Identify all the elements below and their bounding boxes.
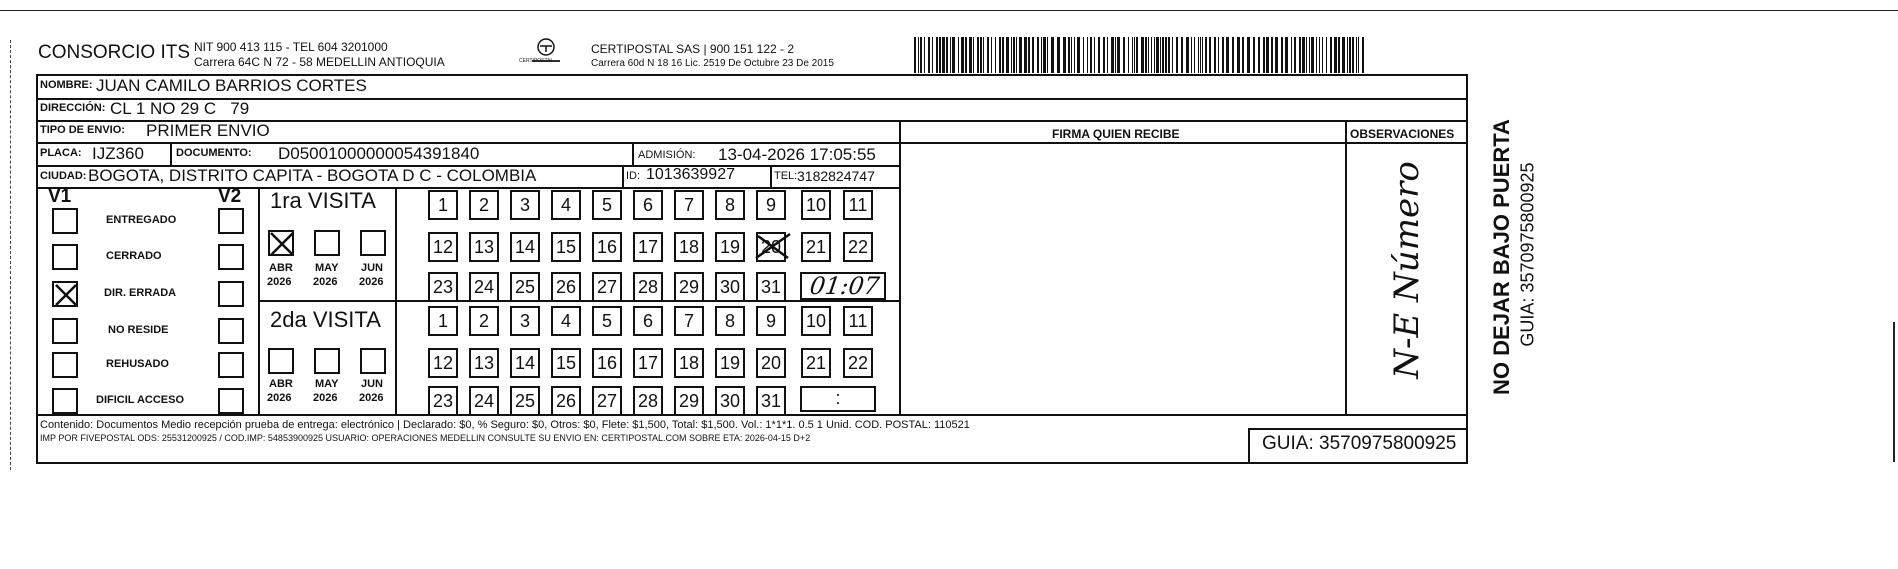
barcode-bar bbox=[1016, 37, 1017, 73]
barcode-bar bbox=[1117, 37, 1120, 73]
documento-label: DOCUMENTO: bbox=[176, 147, 252, 159]
check-x-icon bbox=[54, 283, 78, 307]
visit-day-box[interactable]: 24 bbox=[469, 272, 499, 302]
status-v2-checkbox[interactable] bbox=[218, 208, 244, 234]
visit-day-box[interactable]: 5 bbox=[592, 306, 622, 336]
check-x-icon bbox=[270, 232, 294, 256]
barcode-bar bbox=[1145, 37, 1147, 73]
visit-month-checkbox[interactable] bbox=[360, 230, 386, 256]
barcode-bar bbox=[1123, 37, 1125, 73]
barcode-bar bbox=[1191, 37, 1192, 73]
barcode-bar bbox=[1258, 37, 1260, 73]
visit-day-box[interactable]: 24 bbox=[469, 386, 499, 416]
barcode-bar bbox=[1168, 37, 1170, 73]
footer-line2: IMP POR FIVEPOSTAL ODS: 25531200925 / COD.IMP: 54853900925 USUARIO: OPERACIONES MEDELLIN CONSULTE SU ENVIO EN: CERTIPOSTAL.COM SOBRE ETA: 2026-04-15 D+2 bbox=[40, 433, 811, 443]
visit-day-box[interactable]: 19 bbox=[715, 232, 745, 262]
barcode-bar bbox=[924, 37, 925, 73]
visit-day-box[interactable]: 31 bbox=[756, 272, 786, 302]
barcode-bar bbox=[1316, 37, 1317, 73]
visit-day-box[interactable]: 23 bbox=[428, 386, 458, 416]
visit-day-box[interactable]: 6 bbox=[633, 190, 663, 220]
visit-year-label: 2026 bbox=[359, 392, 384, 404]
barcode-bar bbox=[1024, 37, 1027, 73]
barcode-bar bbox=[1194, 37, 1195, 73]
barcode-bar bbox=[939, 37, 941, 73]
visit-day-box[interactable]: 28 bbox=[633, 386, 663, 416]
visit-day-box[interactable]: 12 bbox=[428, 232, 458, 262]
visit-month-label: JUN bbox=[361, 262, 384, 274]
visit-day-box[interactable]: 26 bbox=[551, 272, 581, 302]
barcode-bar bbox=[1057, 37, 1060, 73]
barcode-bar bbox=[1043, 37, 1046, 73]
barcode-bar bbox=[1334, 37, 1337, 73]
visit-month-checkbox[interactable] bbox=[314, 230, 340, 256]
barcode-bar bbox=[1019, 37, 1022, 73]
status-v2-checkbox[interactable] bbox=[218, 281, 244, 307]
tel-value: 3182824747 bbox=[797, 168, 875, 184]
barcode-bar bbox=[1338, 37, 1340, 73]
barcode bbox=[914, 37, 1366, 73]
barcode-bar bbox=[1136, 37, 1138, 73]
visit-day-box[interactable]: 16 bbox=[592, 232, 622, 262]
status-v1-checkbox[interactable] bbox=[52, 244, 78, 270]
visit1-time-box[interactable] bbox=[800, 272, 886, 300]
barcode-bar bbox=[1041, 37, 1042, 73]
barcode-bar bbox=[1176, 37, 1178, 73]
visit-day-box[interactable]: 3 bbox=[510, 306, 540, 336]
barcode-bar bbox=[1266, 37, 1269, 73]
visit-day-box[interactable]: 26 bbox=[551, 386, 581, 416]
barcode-bar bbox=[1352, 37, 1354, 73]
visit-day-box[interactable]: 19 bbox=[715, 348, 745, 378]
barcode-bar bbox=[1165, 37, 1167, 73]
company-line1: NIT 900 413 115 - TEL 604 3201000 bbox=[194, 40, 388, 54]
visit-day-box[interactable]: 1 bbox=[428, 306, 458, 336]
barcode-bar bbox=[1242, 37, 1244, 73]
barcode-bar bbox=[1148, 37, 1149, 73]
scan-left-edge bbox=[10, 40, 13, 470]
visit-day-box[interactable]: 9 bbox=[756, 306, 786, 336]
visit1-time-handwritten: 01:07 bbox=[808, 272, 882, 300]
placa-value: IJZ360 bbox=[92, 144, 144, 163]
barcode-bar bbox=[920, 37, 922, 73]
status-v2-checkbox[interactable] bbox=[218, 388, 244, 414]
visit-day-box[interactable]: 8 bbox=[715, 306, 745, 336]
barcode-bar bbox=[918, 37, 919, 73]
barcode-bar bbox=[1115, 37, 1116, 73]
status-label: DIR. ERRADA bbox=[104, 287, 177, 299]
visit-day-box[interactable]: 14 bbox=[510, 232, 540, 262]
barcode-bar bbox=[1090, 37, 1092, 73]
barcode-bar bbox=[1094, 37, 1095, 73]
id-label: ID: bbox=[626, 170, 641, 182]
tipo-label: TIPO DE ENVIO: bbox=[40, 124, 125, 136]
barcode-bar bbox=[1156, 37, 1159, 73]
barcode-bar bbox=[1302, 37, 1305, 73]
barcode-bar bbox=[1285, 37, 1288, 73]
observacion-handwritten: N-E Número bbox=[1386, 161, 1427, 379]
tel-label: TEL: bbox=[774, 170, 798, 182]
barcode-bar bbox=[1028, 37, 1030, 73]
barcode-bar bbox=[1299, 37, 1301, 73]
company-name: CONSORCIO ITS bbox=[38, 42, 191, 63]
visit-month-label: ABR bbox=[269, 262, 293, 274]
barcode-bar bbox=[987, 37, 989, 73]
barcode-bar bbox=[1107, 37, 1108, 73]
side-guia: GUIA: 3570975800925 bbox=[1517, 162, 1538, 347]
visit-day-box[interactable]: 27 bbox=[592, 386, 622, 416]
barcode-bar bbox=[980, 37, 982, 73]
scan-top-rule bbox=[0, 10, 1898, 11]
visit-day-box[interactable]: 29 bbox=[674, 386, 704, 416]
barcode-bar bbox=[1209, 37, 1211, 73]
observaciones-header: OBSERVACIONES bbox=[1350, 127, 1455, 141]
visit-day-box[interactable]: 15 bbox=[551, 232, 581, 262]
barcode-bar bbox=[936, 37, 938, 73]
status-label: CERRADO bbox=[106, 250, 162, 262]
check-x-icon bbox=[754, 232, 794, 262]
barcode-bar bbox=[1232, 37, 1234, 73]
barcode-bar bbox=[1263, 37, 1265, 73]
visit-day-box[interactable]: 15 bbox=[551, 348, 581, 378]
barcode-bar bbox=[1356, 37, 1357, 73]
admision-value: 13-04-2026 17:05:55 bbox=[718, 145, 876, 164]
barcode-bar bbox=[1083, 37, 1084, 73]
status-v2-checkbox[interactable] bbox=[218, 318, 244, 344]
barcode-bar bbox=[1154, 37, 1155, 73]
visit-day-box[interactable]: 2 bbox=[469, 190, 499, 220]
status-label: ENTREGADO bbox=[106, 214, 177, 226]
barcode-bar bbox=[961, 37, 964, 73]
barcode-bar bbox=[1186, 37, 1189, 73]
visit-day-box[interactable]: 3 bbox=[510, 190, 540, 220]
visit-month-checkbox[interactable] bbox=[268, 348, 294, 374]
nombre-value: JUAN CAMILO BARRIOS CORTES bbox=[96, 76, 367, 95]
visit-day-box[interactable]: 2 bbox=[469, 306, 499, 336]
barcode-bar bbox=[942, 37, 945, 73]
barcode-bar bbox=[1362, 37, 1364, 73]
barcode-bar bbox=[1013, 37, 1015, 73]
visit-day-box[interactable]: 10 bbox=[801, 306, 831, 336]
barcode-bar bbox=[1358, 37, 1359, 73]
tipo-value: PRIMER ENVIO bbox=[146, 121, 270, 140]
visit-day-box[interactable]: 20 bbox=[756, 348, 786, 378]
barcode-bar bbox=[932, 37, 933, 73]
visit-day-box[interactable]: 21 bbox=[801, 348, 831, 378]
barcode-bar bbox=[969, 37, 972, 73]
visit-day-box[interactable]: 25 bbox=[510, 272, 540, 302]
visit-day-box[interactable]: 1 bbox=[428, 190, 458, 220]
visit-month-checkbox[interactable] bbox=[268, 230, 294, 256]
visit-year-label: 2026 bbox=[359, 276, 384, 288]
barcode-bar bbox=[1111, 37, 1114, 73]
visit-day-box[interactable]: 22 bbox=[843, 348, 873, 378]
barcode-bar bbox=[1134, 37, 1135, 73]
barcode-bar bbox=[1103, 37, 1105, 73]
visit-day-box[interactable]: 6 bbox=[633, 306, 663, 336]
visit-day-box[interactable]: 18 bbox=[674, 232, 704, 262]
barcode-bar bbox=[1011, 37, 1012, 73]
visit-day-box[interactable]: 23 bbox=[428, 272, 458, 302]
visit-day-box[interactable]: 13 bbox=[469, 348, 499, 378]
visit-day-box[interactable]: 29 bbox=[674, 272, 704, 302]
barcode-bar bbox=[1294, 37, 1296, 73]
barcode-bar bbox=[1141, 37, 1144, 73]
barcode-bar bbox=[1247, 37, 1250, 73]
barcode-bar bbox=[1330, 37, 1332, 73]
visit-day-box[interactable]: 16 bbox=[592, 348, 622, 378]
certi-line1: CERTIPOSTAL SAS | 900 151 122 - 2 bbox=[591, 42, 794, 56]
visit-day-box[interactable]: 30 bbox=[715, 272, 745, 302]
barcode-bar bbox=[1006, 37, 1009, 73]
firma-header: FIRMA QUIEN RECIBE bbox=[1052, 127, 1180, 141]
visit-day-box[interactable]: 7 bbox=[674, 306, 704, 336]
visit-day-box[interactable]: 7 bbox=[674, 190, 704, 220]
barcode-bar bbox=[1151, 37, 1152, 73]
barcode-bar bbox=[1032, 37, 1034, 73]
id-value: 1013639927 bbox=[646, 166, 735, 183]
visit-day-box[interactable]: 21 bbox=[801, 232, 831, 262]
barcode-bar bbox=[1226, 37, 1229, 73]
visit-day-box[interactable]: 11 bbox=[843, 190, 873, 220]
barcode-bar bbox=[1291, 37, 1292, 73]
barcode-bar bbox=[1347, 37, 1348, 73]
status-v1-checkbox[interactable] bbox=[52, 388, 78, 414]
visit-month-checkbox[interactable] bbox=[360, 348, 386, 374]
visit-month-checkbox[interactable] bbox=[314, 348, 340, 374]
visit-day-box[interactable]: 31 bbox=[756, 386, 786, 416]
barcode-bar bbox=[1309, 37, 1310, 73]
barcode-bar bbox=[1349, 37, 1351, 73]
barcode-bar bbox=[1160, 37, 1161, 73]
barcode-bar bbox=[1002, 37, 1004, 73]
visit-month-label: ABR bbox=[269, 378, 293, 390]
visit-day-box[interactable]: 20 bbox=[756, 232, 786, 262]
ciudad-value: BOGOTA, DISTRITO CAPITA - BOGOTA D C - COLOMBIA bbox=[88, 166, 537, 185]
barcode-bar bbox=[1271, 37, 1273, 73]
direccion-value: CL 1 NO 29 C 79 bbox=[110, 99, 250, 118]
visit-day-box[interactable]: 4 bbox=[551, 306, 581, 336]
barcode-bar bbox=[1071, 37, 1072, 73]
ciudad-label: CIUDAD: bbox=[40, 170, 87, 182]
barcode-bar bbox=[1181, 37, 1183, 73]
barcode-bar bbox=[1275, 37, 1278, 73]
barcode-bar bbox=[1319, 37, 1320, 73]
barcode-bar bbox=[991, 37, 992, 73]
barcode-bar bbox=[1087, 37, 1088, 73]
visit2-title: 2da VISITA bbox=[270, 307, 381, 332]
barcode-bar bbox=[1051, 37, 1054, 73]
admision-label: ADMISIÓN: bbox=[638, 149, 696, 161]
visit-day-box[interactable]: 17 bbox=[633, 232, 663, 262]
certi-line2: Carrera 60d N 18 16 Lic. 2519 De Octubre 23 De 2015 bbox=[591, 58, 834, 69]
visit-day-box[interactable]: 13 bbox=[469, 232, 499, 262]
barcode-bar bbox=[1077, 37, 1080, 73]
footer-guia: GUIA: 3570975800925 bbox=[1262, 433, 1457, 454]
barcode-bar bbox=[1098, 37, 1100, 73]
barcode-bar bbox=[1311, 37, 1314, 73]
visit-year-label: 2026 bbox=[313, 392, 338, 404]
visit-day-box[interactable]: 8 bbox=[715, 190, 745, 220]
barcode-bar bbox=[1342, 37, 1345, 73]
barcode-bar bbox=[1132, 37, 1133, 73]
barcode-bar bbox=[1237, 37, 1240, 73]
barcode-bar bbox=[1068, 37, 1070, 73]
logo-caption: CERTIPOSTAL bbox=[519, 58, 554, 64]
barcode-bar bbox=[1202, 37, 1203, 73]
barcode-bar bbox=[965, 37, 967, 73]
visit-month-label: MAY bbox=[315, 262, 339, 274]
barcode-bar bbox=[1074, 37, 1075, 73]
barcode-bar bbox=[1063, 37, 1066, 73]
visit-day-box[interactable]: 9 bbox=[756, 190, 786, 220]
visit2-time-box[interactable]: : bbox=[800, 386, 876, 412]
barcode-bar bbox=[1162, 37, 1164, 73]
barcode-bar bbox=[958, 37, 959, 73]
visit-year-label: 2026 bbox=[267, 276, 292, 288]
visit-day-box[interactable]: 14 bbox=[510, 348, 540, 378]
visit-year-label: 2026 bbox=[267, 392, 292, 404]
barcode-bar bbox=[973, 37, 974, 73]
company-line2: Carrera 64C N 72 - 58 MEDELLIN ANTIOQUIA bbox=[194, 55, 445, 69]
side-warning: NO DEJAR BAJO PUERTA bbox=[1489, 119, 1514, 395]
visit-day-box[interactable]: 4 bbox=[551, 190, 581, 220]
status-v1-checkbox[interactable] bbox=[52, 281, 78, 307]
barcode-bar bbox=[1198, 37, 1199, 73]
barcode-bar bbox=[1218, 37, 1219, 73]
barcode-bar bbox=[983, 37, 984, 73]
visit-day-box[interactable]: 22 bbox=[843, 232, 873, 262]
scan-edge bbox=[1893, 322, 1895, 462]
documento-value: D05001000000054391840 bbox=[278, 144, 480, 163]
v2-label: V2 bbox=[218, 186, 242, 207]
visit-day-box[interactable]: 25 bbox=[510, 386, 540, 416]
status-v2-checkbox[interactable] bbox=[218, 352, 244, 378]
barcode-bar bbox=[1222, 37, 1224, 73]
barcode-bar bbox=[952, 37, 955, 73]
status-v1-checkbox[interactable] bbox=[52, 318, 78, 344]
placa-label: PLACA: bbox=[40, 147, 82, 159]
direccion-label: DIRECCIÓN: bbox=[40, 102, 106, 114]
barcode-bar bbox=[1047, 37, 1048, 73]
barcode-bar bbox=[1306, 37, 1307, 73]
barcode-bar bbox=[950, 37, 951, 73]
nombre-label: NOMBRE: bbox=[40, 79, 93, 91]
barcode-bar bbox=[1172, 37, 1173, 73]
visit-day-box[interactable]: 30 bbox=[715, 386, 745, 416]
barcode-bar bbox=[995, 37, 996, 73]
barcode-bar bbox=[999, 37, 1001, 73]
visit-day-box[interactable]: 12 bbox=[428, 348, 458, 378]
status-v1-checkbox[interactable] bbox=[52, 208, 78, 234]
barcode-bar bbox=[1253, 37, 1255, 73]
barcode-bar bbox=[946, 37, 948, 73]
v1-label: V1 bbox=[48, 186, 72, 207]
visit-day-box[interactable]: 28 bbox=[633, 272, 663, 302]
visit-day-box[interactable]: 11 bbox=[843, 306, 873, 336]
barcode-bar bbox=[914, 37, 916, 73]
barcode-bar bbox=[928, 37, 930, 73]
barcode-bar bbox=[1322, 37, 1323, 73]
barcode-bar bbox=[1037, 37, 1039, 73]
visit-day-box[interactable]: 18 bbox=[674, 348, 704, 378]
barcode-bar bbox=[1128, 37, 1129, 73]
barcode-bar bbox=[1200, 37, 1201, 73]
status-label: DIFICIL ACCESO bbox=[96, 394, 185, 406]
status-label: NO RESIDE bbox=[108, 324, 169, 336]
visit-month-label: MAY bbox=[315, 378, 339, 390]
visit-year-label: 2026 bbox=[313, 276, 338, 288]
barcode-bar bbox=[977, 37, 979, 73]
footer-line1: Contenido: Documentos Medio recepción prueba de entrega: electrónico | Declarado: $0, % Seguro: $0, Otros: $0, Flete: $1,500, Total: $1,500. Vol.: 1*1*1. 0.5 1 Unid. COD. POSTAL: 110521 bbox=[40, 419, 970, 431]
barcode-bar bbox=[1326, 37, 1327, 73]
visit-day-box[interactable]: 5 bbox=[592, 190, 622, 220]
status-v1-checkbox[interactable] bbox=[52, 352, 78, 378]
visit1-title: 1ra VISITA bbox=[270, 188, 376, 213]
visit-day-box[interactable]: 10 bbox=[801, 190, 831, 220]
visit-day-box[interactable]: 17 bbox=[633, 348, 663, 378]
barcode-bar bbox=[1205, 37, 1207, 73]
barcode-bar bbox=[1281, 37, 1283, 73]
visit-day-box[interactable]: 27 bbox=[592, 272, 622, 302]
visit-month-label: JUN bbox=[361, 378, 384, 390]
status-v2-checkbox[interactable] bbox=[218, 244, 244, 270]
status-label: REHUSADO bbox=[106, 358, 169, 370]
barcode-bar bbox=[1214, 37, 1216, 73]
